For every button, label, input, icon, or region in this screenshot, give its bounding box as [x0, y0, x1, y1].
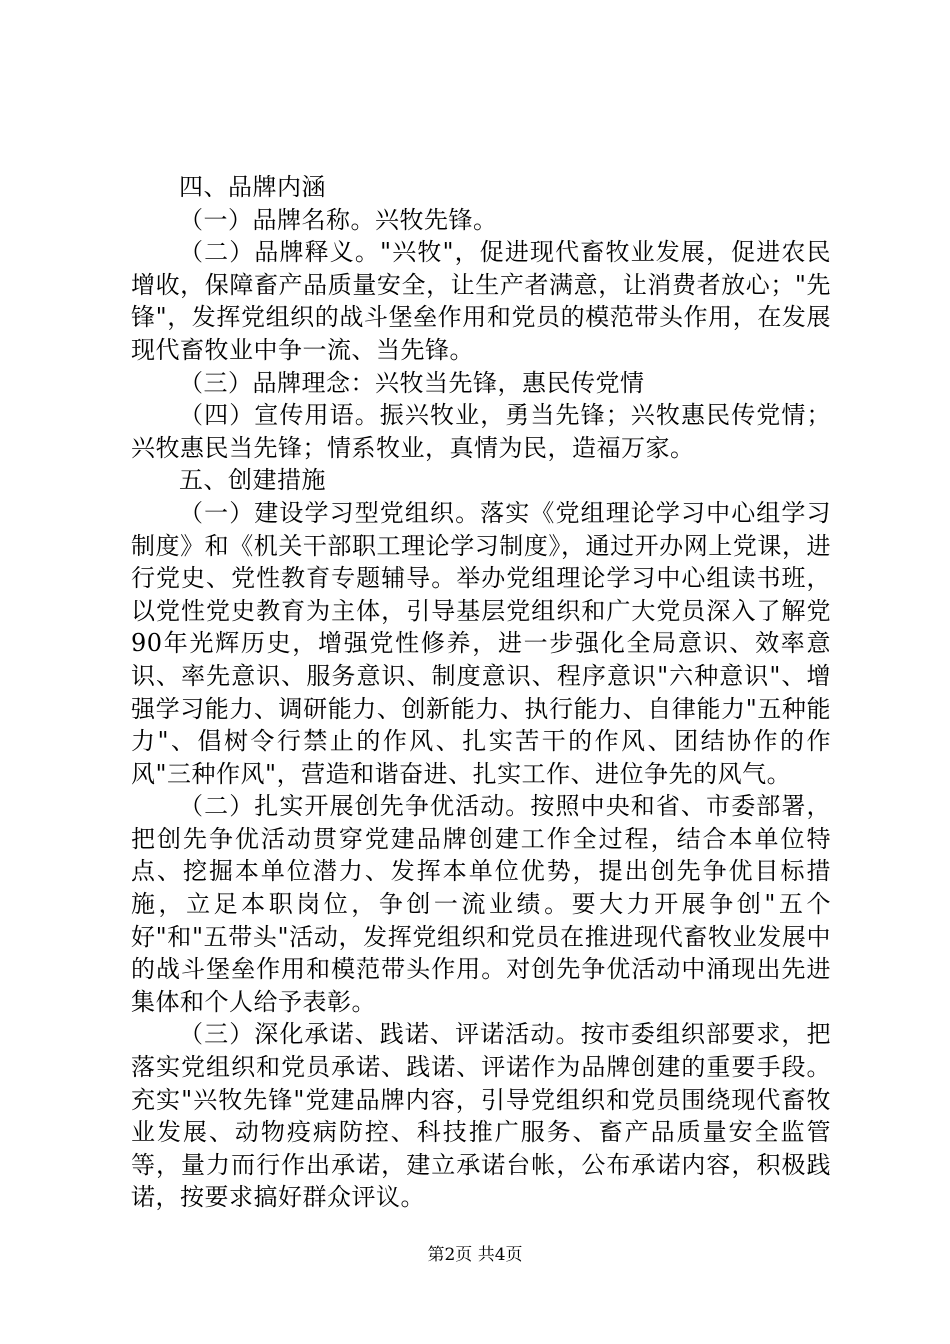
paragraph-commitment-activities: （三）深化承诺、践诺、评诺活动。按市委组织部要求，把落实党组织和党员承诺、践诺、评诺作为品牌创建的重要手段。充实"兴牧先锋"党建品牌内容，引导党组织和党员围绕现代畜牧业发展、动物疫病防控、科技推广服务、畜产品质量安全监管等，量力而行作出承诺，建立承诺台帐，公布承诺内容，积极践诺，按要求搞好群众评议。 — [131, 1020, 831, 1212]
paragraph-learning-organization: （一）建设学习型党组织。落实《党组理论学习中心组学习制度》和《机关干部职工理论学习制度》，通过开办网上党课，进行党史、党性教育专题辅导。举办党组理论学习中心组读书班，以党性党史教育为主体，引导基层党组织和广大党员深入了解党90年光辉历史，增强党性修养，进一步强化全局意识、效率意识、率先意识、服务意识、制度意识、程序意识"六种意识"、增强学习能力、调研能力、创新能力、执行能力、自律能力"五种能力"、倡树令行禁止的作风、扎实苦干的作风、团结协作的作风"三种作风"，营造和谐奋进、扎实工作、进位争先的风气。 — [131, 498, 831, 788]
page-number-footer: 第2页 共4页 — [427, 1245, 523, 1265]
paragraph-brand-meaning: （二）品牌释义。"兴牧"，促进现代畜牧业发展，促进农民增收，保障畜产品质量安全，让生产者满意，让消费者放心；"先锋"，发挥党组织的战斗堡垒作用和党员的模范带头作用，在发展现代畜牧业中争一流、当先锋。 — [131, 238, 831, 364]
paragraph-brand-concept: （三）品牌理念：兴牧当先锋，惠民传党情 — [179, 368, 645, 397]
paragraph-slogans: （四）宣传用语。振兴牧业，勇当先锋；兴牧惠民传党情；兴牧惠民当先锋；情系牧业，真情为民，造福万家。 — [131, 401, 831, 462]
paragraph-brand-name: （一）品牌名称。兴牧先锋。 — [179, 205, 498, 234]
paragraph-excellence-activities: （二）扎实开展创先争优活动。按照中央和省、市委部署，把创先争优活动贯穿党建品牌创建工作全过程，结合本单位特点、挖掘本单位潜力、发挥本单位优势，提出创先争优目标措施，立足本职岗位，争创一流业绩。要大力开展争创"五个好"和"五带头"活动，发挥党组织和党员在推进现代畜牧业发展中的战斗堡垒作用和模范带头作用。对创先争优活动中涌现出先进集体和个人给予表彰。 — [131, 792, 831, 1016]
section-heading-brand-connotation: 四、品牌内涵 — [179, 173, 326, 201]
document-body — [131, 171, 831, 1214]
section-heading-measures: 五、创建措施 — [179, 466, 326, 495]
